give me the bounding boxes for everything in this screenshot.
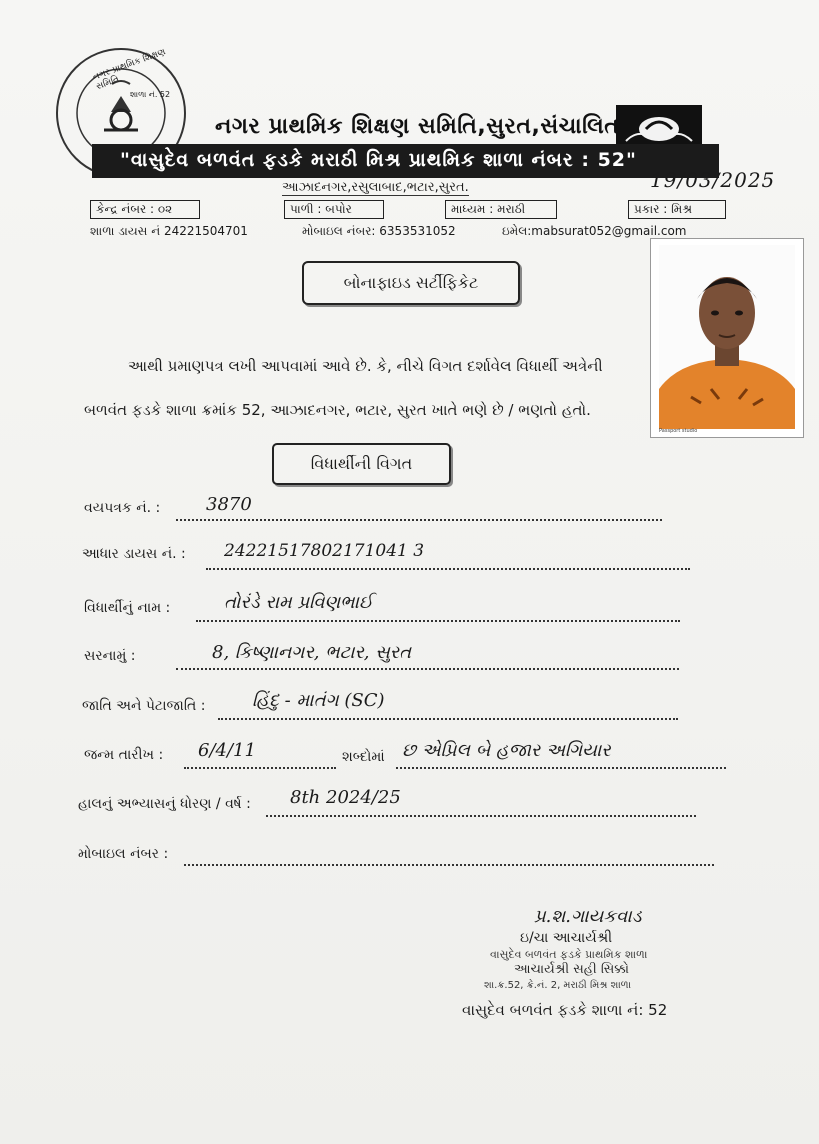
student-details-title: વિધાર્થીની વિગત	[272, 443, 451, 485]
school-sign-line: વાસુદેવ બળવંત ફડકે શાળા નં: 52	[462, 1001, 668, 1019]
field-label-birth-date: જન્મ તારીખ :	[84, 747, 164, 763]
school-logo	[616, 105, 702, 149]
field-value-aadhaar-dise: 24221517802171041 3	[224, 541, 425, 561]
type-box: પ્રકાર : મિશ્ર	[628, 200, 726, 219]
stamp-line-3: શા.ક્ર.52, ક્રે.નં. 2, મરાઠી મિશ્ર શાળા	[484, 980, 632, 991]
committee-heading: નગર પ્રાથમિક શિક્ષણ સમિતિ,સુરત,સંચાલિત	[215, 114, 620, 139]
stamp-line-1: વાસુદેવ બળવંત ફડકે પ્રાથમિક શાળા	[490, 948, 648, 961]
field-value-address: 8, કિષ્ણાનગર, ભટાર, સુરત	[212, 642, 412, 663]
field-label-register-number: વયપત્રક નં. :	[84, 500, 161, 516]
stamp-line-2: આચાર્યશ્રી સહી સિક્કો	[514, 962, 630, 977]
student-photo	[650, 238, 804, 438]
field-value-caste: હિંદુ - માતંગ (SC)	[252, 690, 385, 711]
field-value-student-name: તોરંડે રામ પ્રવિણભાઈ	[224, 592, 373, 613]
medium-box: માધ્યમ : મરાઠી	[445, 200, 557, 219]
shift-box: પાળી : બપોર	[284, 200, 384, 219]
field-label-aadhaar-dise: આધાર ડાયસ નં. :	[82, 546, 186, 562]
field-line	[184, 864, 714, 866]
photo-caption: Passport studio	[659, 428, 698, 434]
school-address: આઝાદનગર,રસુલાબાદ,ભટાર,સુરત.	[282, 180, 469, 195]
field-line	[266, 815, 696, 817]
field-line	[196, 620, 680, 622]
field-line	[396, 767, 726, 769]
seal-inner-text: શાળા નં. 52	[130, 90, 171, 99]
field-line	[184, 767, 336, 769]
field-value-register-number: 3870	[206, 494, 252, 515]
field-label-mobile: મોબાઇલ નંબર :	[78, 846, 169, 862]
principal-title: ઇ/ચા આચાર્યશ્રી	[520, 930, 613, 946]
school-email: ઇમેલ:mabsurat052@gmail.com	[502, 224, 687, 238]
dice-number: શાળા ડાયસ નં 24221504701	[90, 224, 248, 238]
field-value-birth-date-words: છ એપ્રિલ બે હજાર અગિયાર	[402, 740, 611, 761]
field-label-student-name: વિધાર્થીનું નામ :	[84, 600, 171, 616]
school-name-banner	[92, 144, 719, 178]
field-value-current-standard: 8th 2024/25	[290, 787, 401, 808]
kendra-number-box: કેન્દ્ર નંબર : ૦૨	[90, 200, 200, 219]
field-label-in-words: શબ્દોમાં	[342, 749, 385, 765]
handwritten-date: 19/03/2025	[650, 168, 776, 192]
field-line	[176, 668, 679, 670]
field-label-current-standard: હાલનું અભ્યાસનું ધોરણ / વર્ષ :	[78, 796, 251, 812]
seal-text: નગર પ્રાથમિક શિક્ષણ સમિતિ	[91, 47, 168, 93]
principal-signature: પ્ર.શ.ગાયકવાડ	[534, 906, 642, 927]
field-line	[206, 568, 690, 570]
school-name: "વાસુદેવ બળવંત ફડકે મરાઠી મિશ્ર પ્રાથમિક શાળા નંબર : 52"	[120, 149, 637, 171]
field-value-birth-date: 6/4/11	[198, 740, 256, 761]
field-line	[218, 718, 678, 720]
field-label-caste: જાતિ અને પેટાજાતિ :	[82, 698, 206, 714]
certificate-paragraph-line1: આથી પ્રમાણપત્ર લખી આપવામાં આવે છે. કે, નીચે વિગત દર્શાવેલ વિધાર્થી અત્રેની	[128, 357, 603, 375]
field-line	[176, 519, 662, 521]
school-mobile: મોબાઇલ નંબર: 6353531052	[302, 224, 456, 238]
field-label-address: સરનામું :	[84, 648, 136, 664]
certificate-paragraph-line2: બળવંત ફડકે શાળા ક્રમાંક 52, આઝાદનગર, ભટાર, સુરત ખાતે ભણે છે / ભણતો હતો.	[84, 401, 591, 419]
certificate-title: બોનાફાઇડ સર્ટીફિકેટ	[302, 261, 520, 305]
